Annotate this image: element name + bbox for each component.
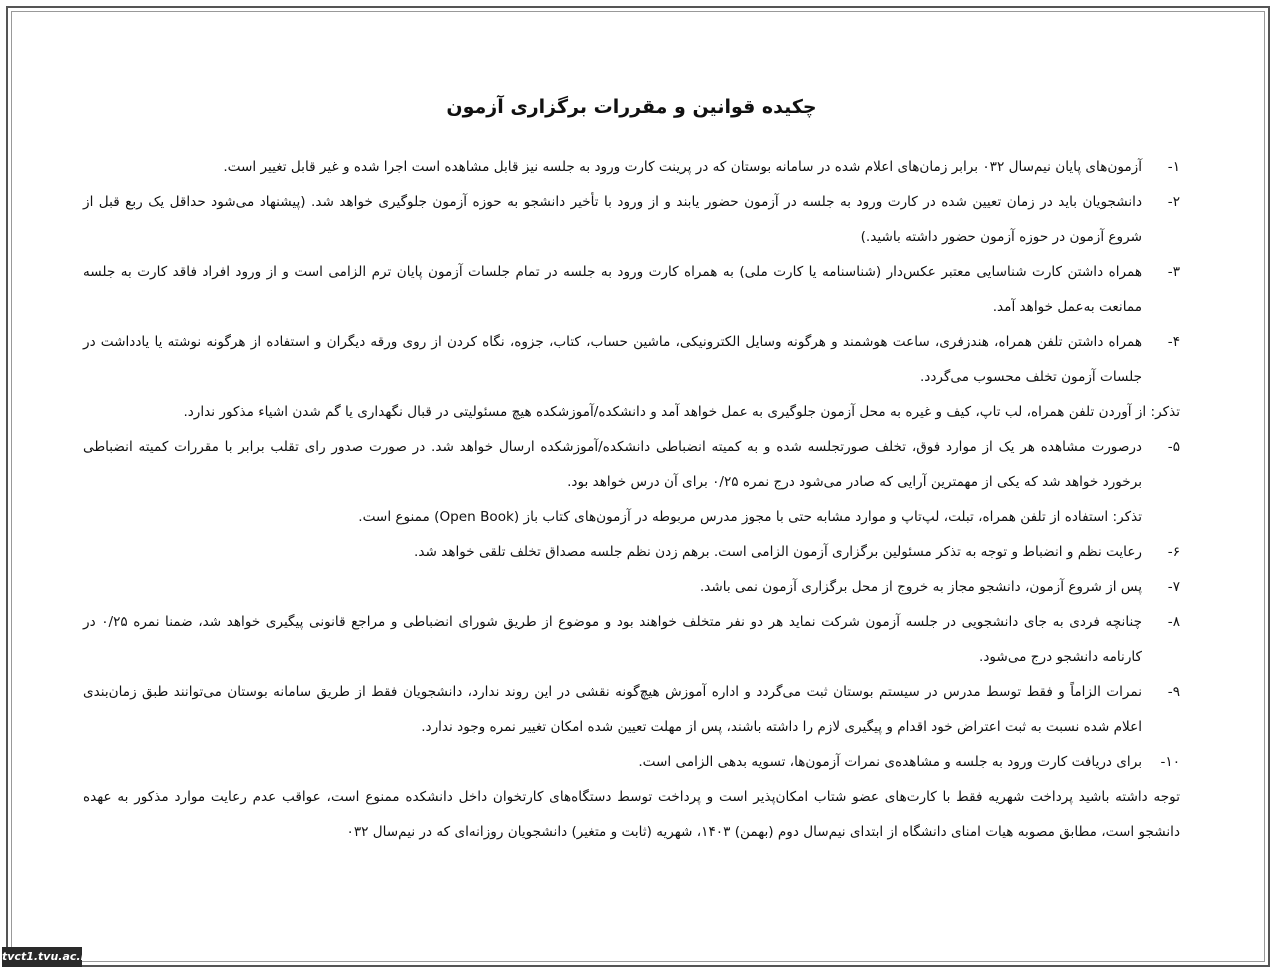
rule-number: ۵-: [1167, 439, 1180, 455]
rule-text: چنانچه فردی به جای دانشجویی در جلسه آزمون شرکت نماید هر دو نفر متخلف خواهند بود و موضوع از طریق شورای انضباطی و مراجع قانونی پیگیری خواهد شد، ضمنا نمره ۰/۲۵ در کارنامه دانشجو درج می‌شود.: [83, 614, 1142, 665]
rule-text: پس از شروع آزمون، دانشجو مجاز به خروج از محل برگزاری آزمون نمی باشد.: [699, 579, 1142, 595]
rule-number: ۷-: [1167, 579, 1180, 595]
closing-paragraph: توجه داشته باشید پرداخت شهریه فقط با کارت‌های عضو شتاب امکان‌پذیر است و پرداخت توسط دستگاه‌های کارتخوان داخل دانشکده ممنوع است، عواقب عدم رعایت موارد مذکور به عهده دانشجو است، مطابق مصوبه هیات امنای دانشگاه از ابتدای نیم‌سال دوم (بهمن) ۱۴۰۳، شهریه (ثابت و متغیر) دانشجویان روزانه‌ای که در نیم‌سال ۰۳۲: [83, 789, 1180, 840]
rule-item-3: [83, 255, 1180, 325]
rule-item-5: [83, 430, 1180, 535]
rule-item-7: [83, 570, 1180, 605]
rule-item-2: [83, 185, 1180, 255]
rule-text: نمرات الزاماً و فقط توسط مدرس در سیستم بوستان ثبت می‌گردد و اداره آموزش هیچ‌گونه نقشی در این روند ندارد، دانشجویان فقط از طریق سامانه بوستان می‌توانند طبق زمان‌بندی اعلام شده نسبت به ثبت اعتراض خود اقدام و پیگیری لازم را داشته باشند، پس از مهلت تعیین شده امکان تغییر نمره وجود ندارد.: [83, 684, 1142, 735]
rule-text: برای دریافت کارت ورود به جلسه و مشاهده‌ی نمرات آزمون‌ها، تسویه بدهی الزامی است.: [638, 754, 1142, 770]
rule-item-1: [83, 150, 1180, 185]
rule-text: درصورت مشاهده هر یک از موارد فوق، تخلف صورتجلسه شده و به کمیته انضباطی دانشکده/آموزشکده ارسال خواهد شد. در صورت صدور رای تقلب برابر با مقررات کمیته انضباطی برخورد خواهد شد که یکی از مهمترین آرایی که صادر می‌شود درج نمره ۰/۲۵ برای آن درس خواهد بود.: [83, 439, 1142, 490]
rule-5-note: تذکر: استفاده از تلفن همراه، تبلت، لپ‌تاپ و موارد مشابه حتی با مجوز مدرس مربوطه در آزمون‌های کتاب باز (Open Book) ممنوع است.: [358, 509, 1142, 525]
rule-text: دانشجویان باید در زمان تعیین شده در کارت ورود به جلسه در آزمون حضور یابند و از ورود با تأخیر دانشجو به حوزه آزمون جلوگیری خواهد شد. (پیشنهاد می‌شود حداقل یک ربع قبل از شروع آزمون در حوزه آزمون حضور داشته باشید.): [83, 194, 1142, 245]
rule-number: ۲-: [1167, 194, 1180, 210]
rule-number: ۹-: [1167, 684, 1180, 700]
document-content: [83, 96, 1180, 850]
rule-text: همراه داشتن تلفن همراه، هندزفری، ساعت هوشمند و هرگونه وسایل الکترونیکی، ماشین حساب، کتاب، جزوه، نگاه کردن از روی ورقه دیگران و استفاده از هرگونه نوشته یا یادداشت در جلسات آزمون تخلف محسوب می‌گردد.: [83, 334, 1142, 385]
rule-number: ۴-: [1167, 334, 1180, 350]
rule-item-10: [83, 745, 1180, 780]
rule-item-4: [83, 325, 1180, 395]
rule-number: ۸-: [1167, 614, 1180, 630]
rule-text: رعایت نظم و انضباط و توجه به تذکر مسئولین برگزاری آزمون الزامی است. برهم زدن نظم جلسه مصداق تخلف تلقی خواهد شد.: [414, 544, 1142, 560]
rule-item-9: [83, 675, 1180, 745]
rule-text: آزمون‌های پایان نیم‌سال ۰۳۲ برابر زمان‌های اعلام شده در سامانه بوستان که در پرینت کارت ورود به جلسه نیز قابل مشاهده است اجرا شده و غیر قابل تغییر است.: [223, 159, 1142, 175]
rule-number: ۳-: [1167, 264, 1180, 280]
rule-4-note: تذکر: از آوردن تلفن همراه، لب تاپ، کیف و غیره به محل آزمون جلوگیری به عمل خواهد آمد و دانشکده/آموزشکده هیچ مسئولیتی در قبال نگهداری یا گم شدن اشیاء مذکور ندارد.: [183, 404, 1180, 420]
rule-item-6: [83, 535, 1180, 570]
site-watermark: tvct1.tvu.ac.ir: [2, 947, 82, 967]
document-page: [6, 6, 1270, 967]
rule-item-8: [83, 605, 1180, 675]
rule-number: ۶-: [1167, 544, 1180, 560]
rule-number: ۱۰-: [1160, 754, 1180, 770]
document-title: چکیده قوانین و مقررات برگزاری آزمون: [446, 96, 817, 118]
rule-number: ۱-: [1167, 159, 1180, 175]
rule-text: همراه داشتن کارت شناسایی معتبر عکس‌دار (شناسنامه یا کارت ملی) به همراه کارت ورود به جلسه در تمام جلسات آزمون پایان ترم الزامی است و از ورود افراد فاقد کارت به جلسه ممانعت به‌عمل خواهد آمد.: [83, 264, 1142, 315]
